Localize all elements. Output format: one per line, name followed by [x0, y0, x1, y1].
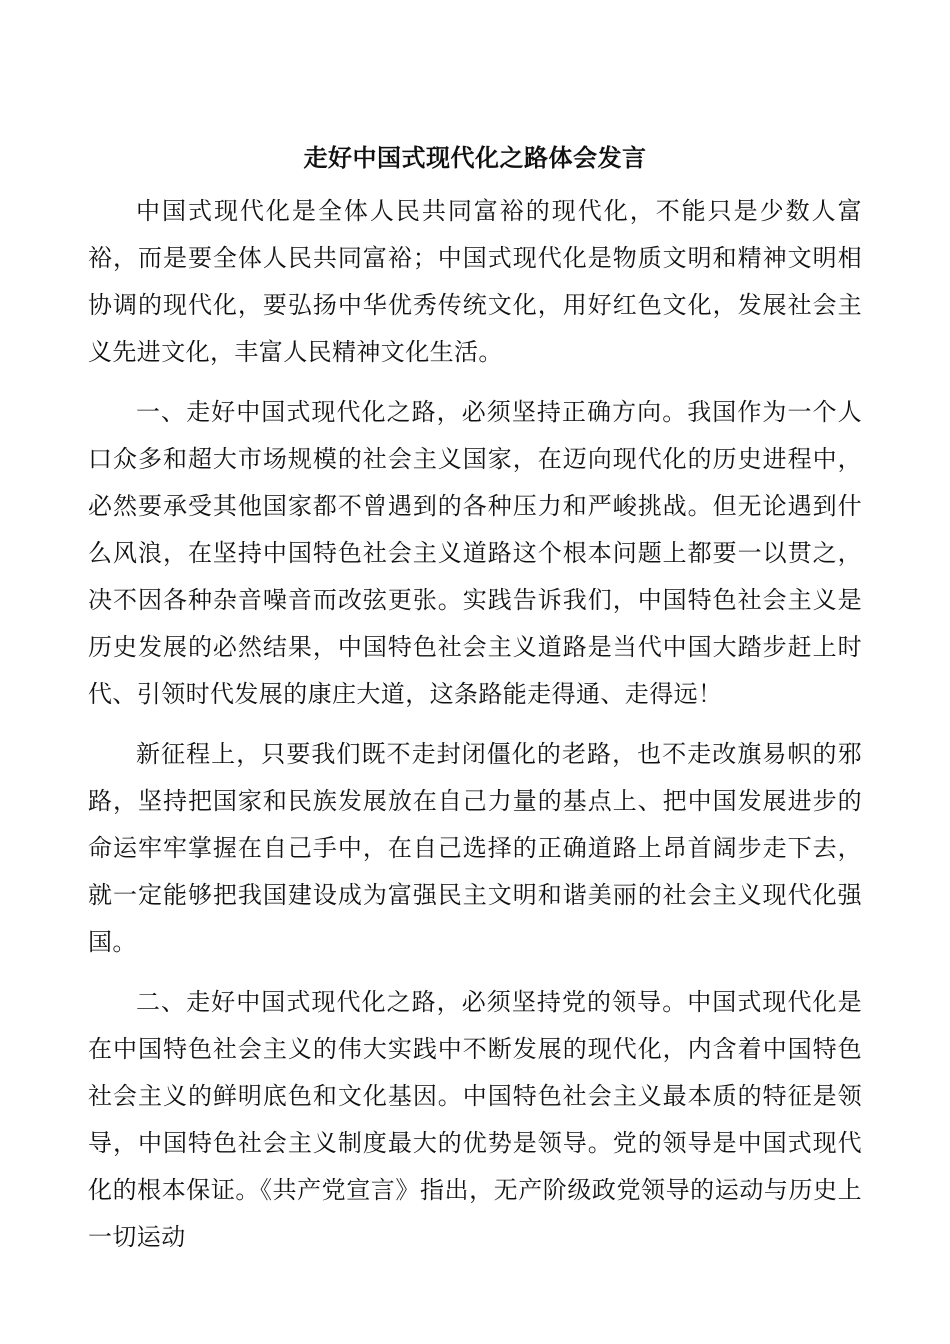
paragraph-4: 二、走好中国式现代化之路，必须坚持党的领导。中国式现代化是在中国特色社会主义的伟大实践中不断发展的现代化，内含着中国特色社会主义的鲜明底色和文化基因。中国特色社会主义最本质的特征是领导，中国特色社会主义制度最大的优势是领导。党的领导是中国式现代化的根本保证。《共产党宣言》指出，无产阶级政党领导的运动与历史上一切运动	[88, 988, 862, 1251]
paragraph-2: 一、走好中国式现代化之路，必须坚持正确方向。我国作为一个人口众多和超大市场规模的社会主义国家，在迈向现代化的历史进程中，必然要承受其他国家都不曾遇到的各种压力和严峻挑战。但无论遇到什么风浪，在坚持中国特色社会主义道路这个根本问题上都要一以贯之，决不因各种杂音噪音而改弦更张。实践告诉我们，中国特色社会主义是历史发展的必然结果，中国特色社会主义道路是当代中国大踏步赶上时代、引领时代发展的康庄大道，这条路能走得通、走得远！	[88, 398, 862, 708]
document-title: 走好中国式现代化之路体会发言	[303, 143, 647, 172]
document-body	[88, 188, 862, 1274]
paragraph-3: 新征程上，只要我们既不走封闭僵化的老路，也不走改旗易帜的邪路，坚持把国家和民族发展放在自己力量的基点上、把中国发展进步的命运牢牢掌握在自己手中，在自己选择的正确道路上昂首阔步走下去，就一定能够把我国建设成为富强民主文明和谐美丽的社会主义现代化强国。	[88, 740, 862, 956]
paragraph-1: 中国式现代化是全体人民共同富裕的现代化，不能只是少数人富裕，而是要全体人民共同富裕；中国式现代化是物质文明和精神文明相协调的现代化，要弘扬中华优秀传统文化，用好红色文化，发展社会主义先进文化，丰富人民精神文化生活。	[88, 197, 862, 366]
